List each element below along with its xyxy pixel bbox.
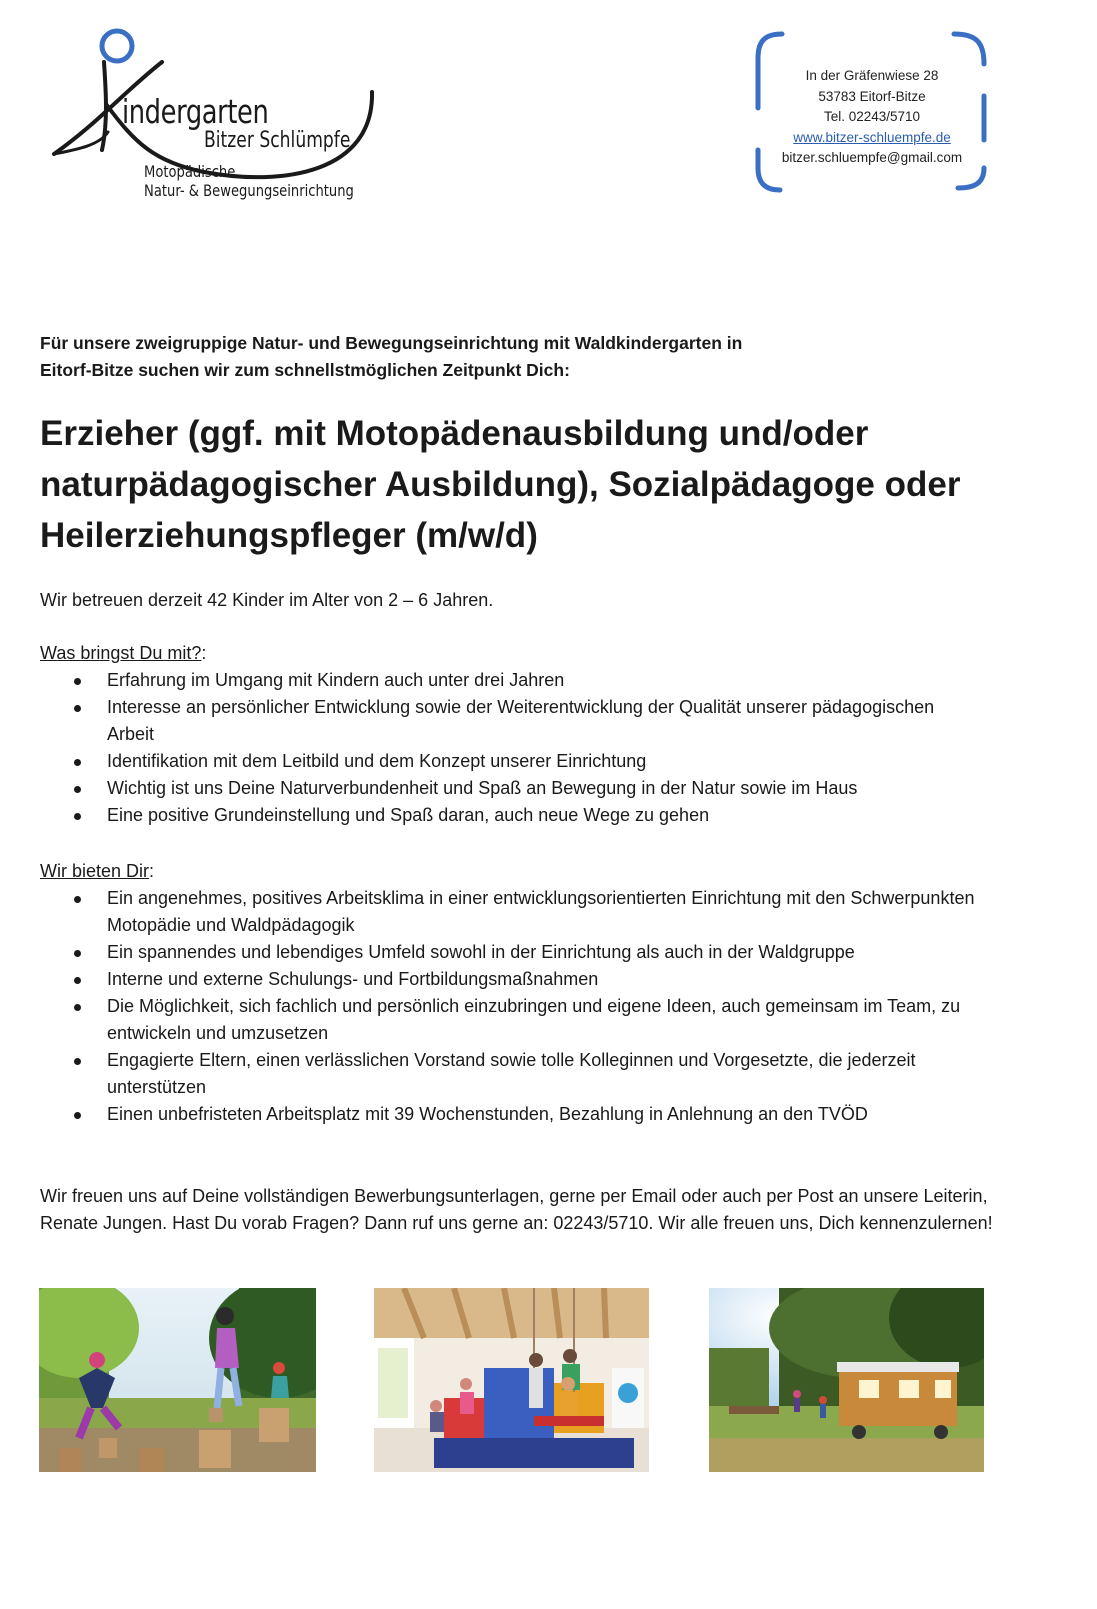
offers-heading: Wir bieten Dir: bbox=[40, 861, 155, 881]
bullet-icon bbox=[74, 1004, 81, 1011]
closing-text: Wir freuen uns auf Deine vollständigen Bewerbungsunterlagen, gerne per Email oder auch per Post an unsere Leiterin, Renate Jungen. Hast Du vorab Fragen? Dann ruf uns gerne an: 02243/5710. Wir alle freuen uns, Dich kennenzulernen! bbox=[40, 1186, 993, 1233]
photo-children-balancing bbox=[39, 1288, 316, 1472]
website-link[interactable]: www.bitzer-schluempfe.de bbox=[793, 129, 951, 145]
list-item: Identifikation mit dem Leitbild und dem Konzept unserer Einrichtung bbox=[40, 748, 1050, 775]
list-item: Interne und externe Schulungs- und Fortbildungsmaßnahmen bbox=[40, 966, 1050, 993]
logo-tagline-1: Motopädische bbox=[144, 162, 236, 181]
job-title: Erzieher (ggf. mit Motopädenausbildung und/oder naturpädagogischer Ausbildung), Sozialpädagoge oder Heilerziehungspfleger (m/w/d) bbox=[40, 414, 961, 555]
list-item: Einen unbefristeten Arbeitsplatz mit 39 Wochenstunden, Bezahlung in Anlehnung an den TVÖD bbox=[40, 1101, 1050, 1128]
offers-list bbox=[40, 885, 1050, 1128]
photo-forest-wagon bbox=[709, 1288, 984, 1472]
bullet-icon bbox=[74, 705, 81, 712]
bullet-icon bbox=[74, 1058, 81, 1065]
summary-text: Wir betreuen derzeit 42 Kinder im Alter von 2 – 6 Jahren. bbox=[40, 590, 494, 610]
requirements-heading: Was bringst Du mit?: bbox=[40, 643, 207, 663]
contact-box bbox=[754, 28, 990, 196]
logo-subtitle: Bitzer Schlümpfe bbox=[204, 128, 351, 153]
requirements-list bbox=[40, 667, 1050, 829]
contact-street: In der Gräfenwiese 28 bbox=[805, 68, 939, 83]
list-item: Engagierte Eltern, einen verlässlichen Vorstand sowie tolle Kolleginnen und Vorgesetzte, die jederzeit unterstützen bbox=[40, 1047, 1050, 1101]
intro-text: Für unsere zweigruppige Natur- und Bewegungseinrichtung mit Waldkindergarten in Eitorf-Bitze suchen wir zum schnellstmöglichen Zeitpunkt Dich: bbox=[40, 333, 743, 380]
contact-email[interactable]: bitzer.schluempfe@gmail.com bbox=[781, 150, 963, 165]
bullet-icon bbox=[74, 950, 81, 957]
bullet-icon bbox=[74, 678, 81, 685]
bullet-icon bbox=[74, 759, 81, 766]
kindergarten-logo bbox=[44, 22, 394, 212]
contact-city: 53783 Eitorf-Bitze bbox=[818, 88, 926, 104]
bullet-icon bbox=[74, 977, 81, 984]
bullet-icon bbox=[74, 896, 81, 903]
list-item: Erfahrung im Umgang mit Kindern auch unter drei Jahren bbox=[40, 667, 1050, 694]
list-item: Eine positive Grundeinstellung und Spaß daran, auch neue Wege zu gehen bbox=[40, 802, 1050, 829]
logo-head-circle bbox=[102, 31, 132, 61]
photo-gym-room bbox=[374, 1288, 649, 1472]
list-item: Die Möglichkeit, sich fachlich und persönlich einzubringen und eigene Ideen, auch gemeinsam im Team, zu entwickeln und umzusetzen bbox=[40, 993, 1050, 1047]
list-item: Ein spannendes und lebendiges Umfeld sowohl in der Einrichtung als auch in der Waldgruppe bbox=[40, 939, 1050, 966]
logo-tagline-2: Natur- & Bewegungseinrichtung bbox=[144, 181, 354, 200]
list-item: Ein angenehmes, positives Arbeitsklima in einer entwicklungsorientierten Einrichtung mit den Schwerpunkten Motopädie und Waldpädagogik bbox=[40, 885, 1050, 939]
logo-title: indergarten bbox=[122, 92, 269, 131]
bullet-icon bbox=[74, 786, 81, 793]
contact-phone: Tel. 02243/5710 bbox=[823, 109, 921, 124]
list-item: Interesse an persönlicher Entwicklung sowie der Weiterentwicklung der Qualität unserer pädagogischen Arbeit bbox=[40, 694, 1050, 748]
bullet-icon bbox=[74, 1112, 81, 1119]
bullet-icon bbox=[74, 813, 81, 820]
list-item: Wichtig ist uns Deine Naturverbundenheit und Spaß an Bewegung in der Natur sowie im Haus bbox=[40, 775, 1050, 802]
